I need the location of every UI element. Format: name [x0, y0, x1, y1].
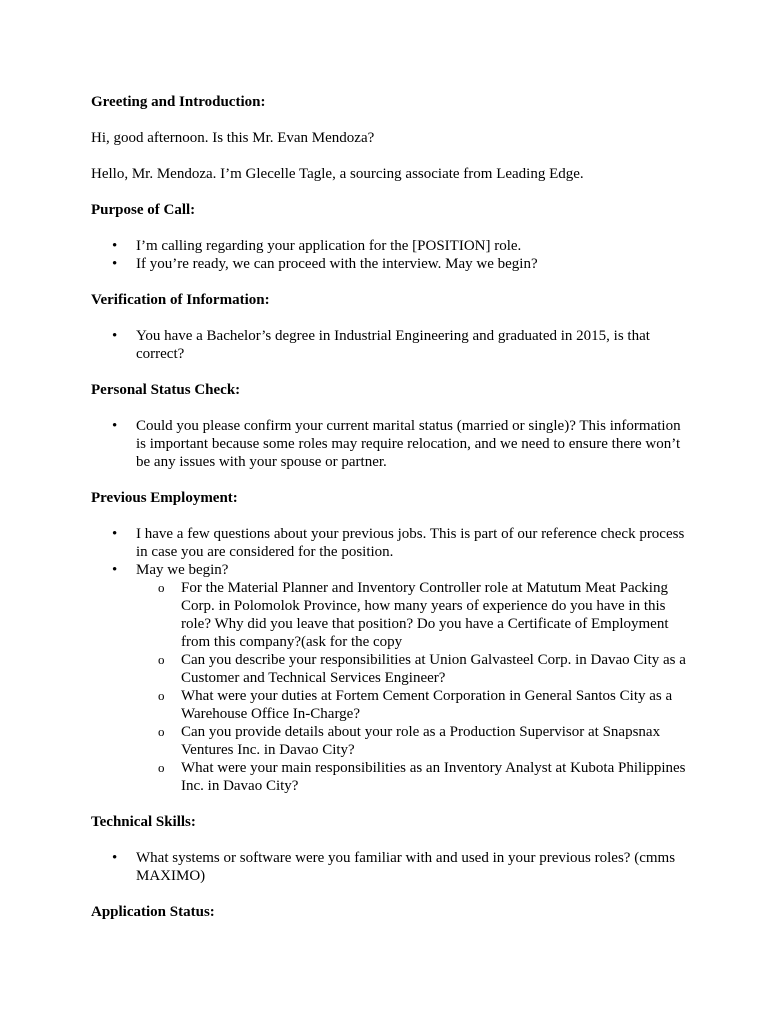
list-item-text: What systems or software were you familiar with and used in your previous roles? (cmms MAXIMO) — [136, 850, 676, 884]
bullet-icon: • — [112, 328, 118, 344]
sub-list-item-text: Can you provide details about your role as a Production Supervisor at Snapsnax Ventures Inc. in Davao City? — [181, 724, 661, 758]
list-item — [91, 237, 691, 255]
list-item-text: I have a few questions about your previous jobs. This is part of our reference check process in case you are considered for the position. — [136, 526, 685, 560]
section-heading-technical-skills: Technical Skills: — [91, 814, 196, 830]
circle-bullet-icon: o — [158, 760, 165, 775]
section-heading-application-status: Application Status: — [91, 904, 215, 920]
list-item — [91, 417, 691, 471]
document-page — [91, 93, 691, 939]
circle-bullet-icon: o — [158, 688, 165, 703]
personal-status-bullet-list — [91, 417, 691, 471]
greeting-paragraph: Hi, good afternoon. Is this Mr. Evan Mendoza? — [91, 130, 375, 146]
bullet-icon: • — [112, 418, 118, 434]
list-item-text: Could you please confirm your current marital status (married or single)? This information is important because some roles may require relocation, and we need to ensure there won’t be any issues with your spouse or partner. — [136, 418, 681, 470]
bullet-icon: • — [112, 256, 118, 272]
technical-skills-bullet-list — [91, 849, 691, 885]
section-heading-verification: Verification of Information: — [91, 292, 270, 308]
previous-employment-bullet-list — [91, 525, 691, 795]
section-heading-personal-status: Personal Status Check: — [91, 382, 241, 398]
sub-list-item — [136, 759, 691, 795]
list-item — [91, 525, 691, 561]
list-item-text: May we begin? — [136, 562, 229, 578]
sub-list-item — [136, 579, 691, 651]
bullet-icon: • — [112, 562, 118, 578]
list-item — [91, 849, 691, 885]
list-item — [91, 255, 691, 273]
sub-list-item — [136, 687, 691, 723]
sub-list-item-text: What were your main responsibilities as an Inventory Analyst at Kubota Philippines Inc. in Davao City? — [181, 760, 686, 794]
list-item-text: You have a Bachelor’s degree in Industrial Engineering and graduated in 2015, is that correct? — [136, 328, 650, 362]
circle-bullet-icon: o — [158, 580, 165, 595]
bullet-icon: • — [112, 850, 118, 866]
list-item-text: I’m calling regarding your application for the [POSITION] role. — [136, 238, 522, 254]
bullet-icon: • — [112, 238, 118, 254]
list-item — [91, 327, 691, 363]
introduction-paragraph: Hello, Mr. Mendoza. I’m Glecelle Tagle, a sourcing associate from Leading Edge. — [91, 166, 584, 182]
purpose-bullet-list — [91, 237, 691, 273]
section-heading-greeting: Greeting and Introduction: — [91, 94, 266, 110]
sub-list-item-text: For the Material Planner and Inventory Controller role at Matutum Meat Packing Corp. in Polomolok Province, how many years of experience do you have in this role? Why did you leave that position? Do you have a Certificate of Employment from this company?(ask for the copy — [181, 580, 669, 650]
section-heading-previous-employment: Previous Employment: — [91, 490, 238, 506]
sub-list-item — [136, 723, 691, 759]
circle-bullet-icon: o — [158, 652, 165, 667]
sub-list-item-text: What were your duties at Fortem Cement Corporation in General Santos City as a Warehouse Office In-Charge? — [181, 688, 673, 722]
verification-bullet-list — [91, 327, 691, 363]
circle-bullet-icon: o — [158, 724, 165, 739]
list-item-text: If you’re ready, we can proceed with the interview. May we begin? — [136, 256, 538, 272]
list-item — [91, 561, 691, 795]
sub-list-item — [136, 651, 691, 687]
employment-sub-list — [136, 579, 691, 795]
section-heading-purpose: Purpose of Call: — [91, 202, 196, 218]
bullet-icon: • — [112, 526, 118, 542]
sub-list-item-text: Can you describe your responsibilities at Union Galvasteel Corp. in Davao City as a Customer and Technical Services Engineer? — [181, 652, 686, 686]
